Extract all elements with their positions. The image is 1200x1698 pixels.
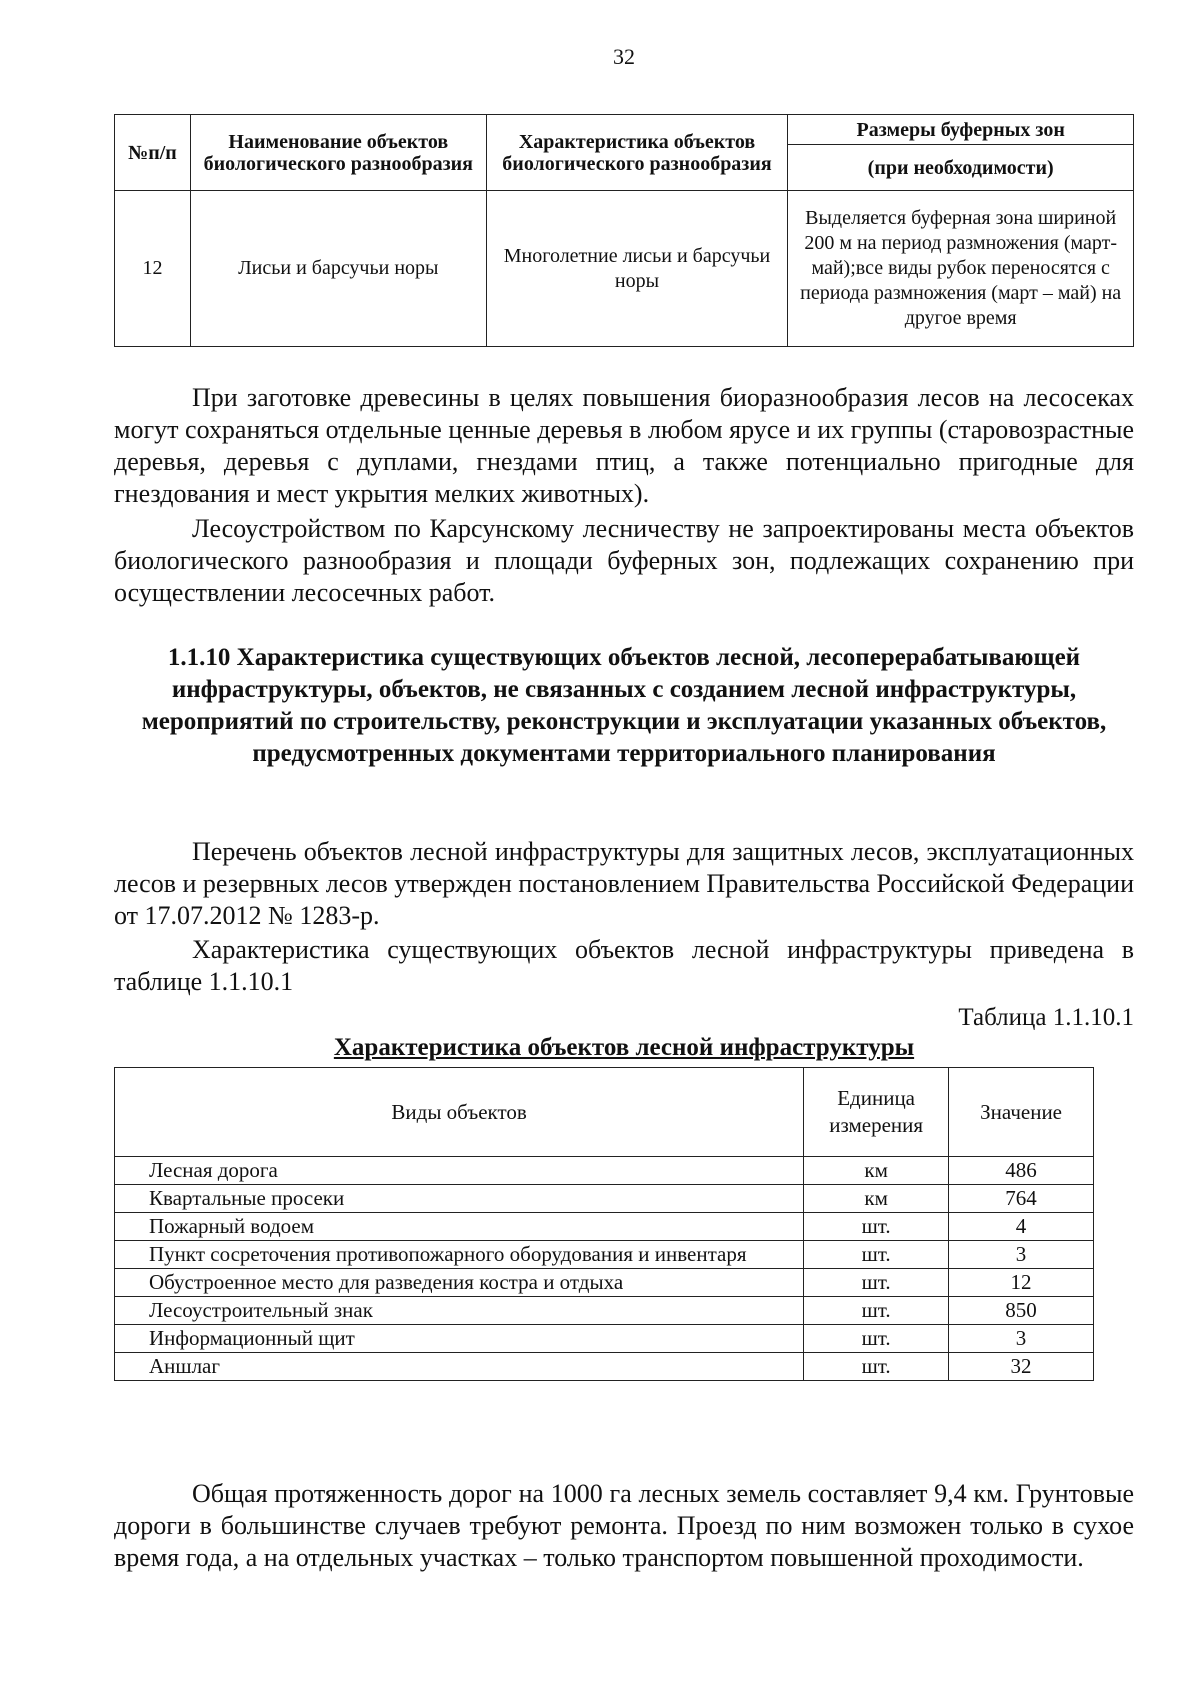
cell-unit: шт. xyxy=(804,1297,949,1325)
table-row xyxy=(115,1157,1094,1185)
table-row xyxy=(115,1297,1094,1325)
cell-value: 3 xyxy=(949,1325,1094,1353)
header-object-name: Наименование объектов биологического разнообразия xyxy=(190,115,486,191)
cell-object-type: Лесоустроительный знак xyxy=(115,1297,804,1325)
row-object-name: Лисьи и барсучьи норы xyxy=(190,191,486,347)
table-title: Характеристика объектов лесной инфраструктуры xyxy=(333,1034,915,1061)
table-row xyxy=(115,191,1134,347)
cell-unit: шт. xyxy=(804,1213,949,1241)
cell-unit: шт. xyxy=(804,1353,949,1381)
cell-unit: км xyxy=(804,1185,949,1213)
cell-object-type: Квартальные просеки xyxy=(115,1185,804,1213)
table-row xyxy=(115,1269,1094,1297)
cell-value: 4 xyxy=(949,1213,1094,1241)
paragraph-roads: Общая протяженность дорог на 1000 га лесных земель составляет 9,4 км. Грунтовые дороги в большинстве случаев требуют ремонта. Проезд по ним возможен только в сухое время года, а на отдельных участках – только транспортом повышенной проходимости. xyxy=(114,1479,1134,1572)
header-unit: Единица измерения xyxy=(804,1068,949,1157)
cell-value: 12 xyxy=(949,1269,1094,1297)
table-label: Таблица 1.1.10.1 xyxy=(958,1004,1134,1031)
paragraph-infrastructure-list: Перечень объектов лесной инфраструктуры для защитных лесов, эксплуатационных лесов и резервных лесов утвержден постановлением Правительства Российской Федерации от 17.07.2012 № 1283-р. xyxy=(114,837,1134,930)
cell-unit: км xyxy=(804,1157,949,1185)
row-num: 12 xyxy=(115,191,191,347)
header-object-characteristic: Характеристика объектов биологического разнообразия xyxy=(486,115,788,191)
header-value: Значение xyxy=(949,1068,1094,1157)
cell-object-type: Лесная дорога xyxy=(115,1157,804,1185)
cell-value: 486 xyxy=(949,1157,1094,1185)
cell-object-type: Пункт сосреточения противопожарного оборудования и инвентаря xyxy=(115,1241,804,1269)
paragraph-forest-management: Лесоустройством по Карсунскому лесничеству не запроектированы места объектов биологического разнообразия и площади буферных зон, подлежащих сохранению при осуществлении лесосечных работ. xyxy=(114,514,1134,607)
cell-value: 850 xyxy=(949,1297,1094,1325)
table-row xyxy=(115,1325,1094,1353)
header-num: №п/п xyxy=(115,115,191,191)
cell-unit: шт. xyxy=(804,1325,949,1353)
page-number: 32 xyxy=(613,44,635,69)
cell-object-type: Обустроенное место для разведения костра и отдыха xyxy=(115,1269,804,1297)
row-object-characteristic: Многолетние лисьи и барсучьи норы xyxy=(486,191,788,347)
cell-value: 764 xyxy=(949,1185,1094,1213)
row-buffer-zone: Выделяется буферная зона шириной 200 м на период размножения (март-май);все виды рубок переносятся с периода размножения (март – май) на другое время xyxy=(788,191,1134,347)
paragraph-biodiversity: При заготовке древесины в целях повышения биоразнообразия лесов на лесосеках могут сохраняться отдельные ценные деревья в любом ярусе и их группы (старовозрастные деревья, деревья с дуплами, гнездами птиц, а также потенциально пригодные для гнездования и мест укрытия мелких животных). xyxy=(114,383,1134,508)
cell-value: 3 xyxy=(949,1241,1094,1269)
cell-value: 32 xyxy=(949,1353,1094,1381)
header-object-type: Виды объектов xyxy=(115,1068,804,1157)
table-row xyxy=(115,1185,1094,1213)
cell-object-type: Аншлаг xyxy=(115,1353,804,1381)
cell-object-type: Информационный щит xyxy=(115,1325,804,1353)
cell-unit: шт. xyxy=(804,1241,949,1269)
header-buffer-zone-note: (при необходимости) xyxy=(788,145,1134,191)
cell-object-type: Пожарный водоем xyxy=(115,1213,804,1241)
table-row xyxy=(115,1353,1094,1381)
table-row xyxy=(115,1241,1094,1269)
infrastructure-table xyxy=(114,1067,1094,1381)
cell-unit: шт. xyxy=(804,1269,949,1297)
paragraph-table-reference: Характеристика существующих объектов лесной инфраструктуры приведена в таблице 1.1.10.1 xyxy=(114,935,1134,996)
table-row xyxy=(115,1213,1094,1241)
biodiversity-table xyxy=(114,114,1134,347)
section-title: 1.1.10 Характеристика существующих объектов лесной, лесоперерабатывающей инфраструктуры, объектов, не связанных с созданием лесной инфраструктуры, мероприятий по строительству, реконструкции и эксплуатации указанных объектов, предусмотренных документами территориального планирования xyxy=(141,644,1107,767)
header-buffer-zone-size: Размеры буферных зон xyxy=(788,115,1134,145)
